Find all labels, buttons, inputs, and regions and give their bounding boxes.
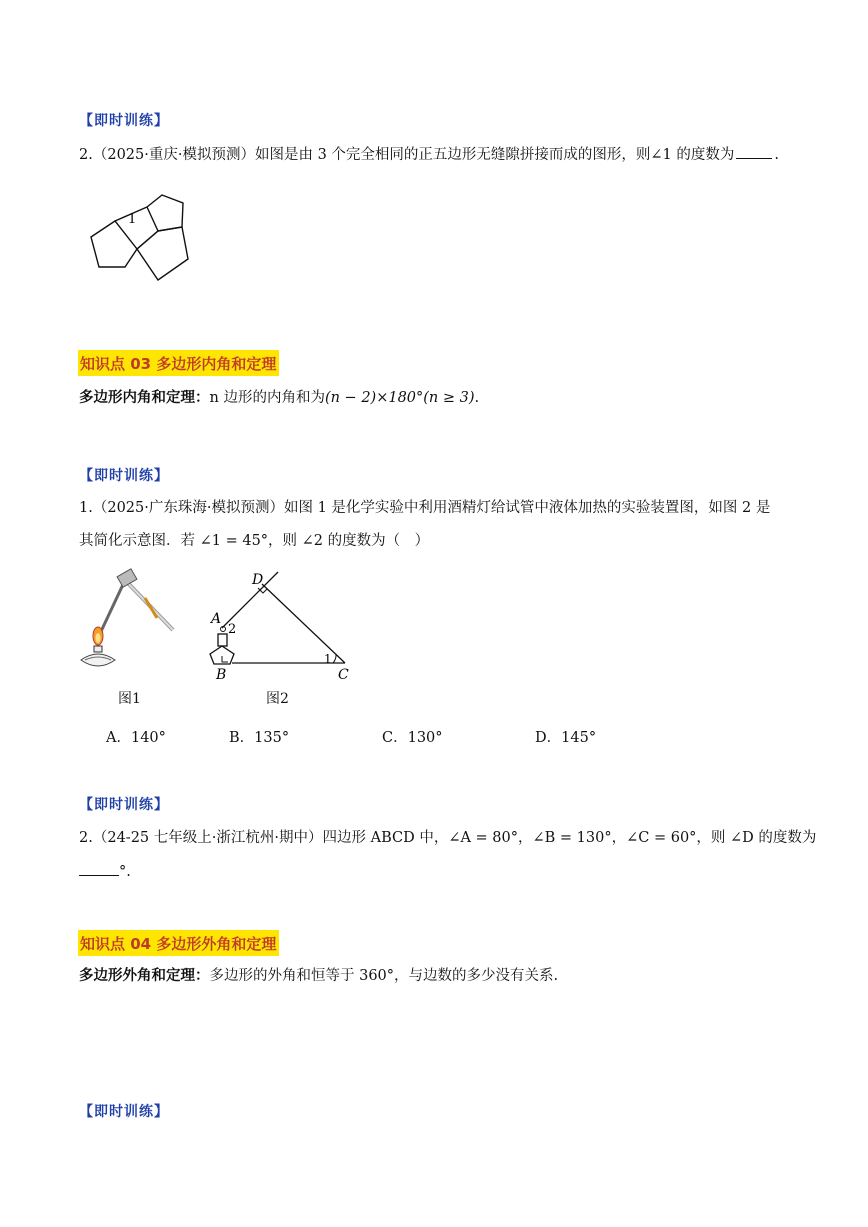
theorem-term: 多边形外角和定理： bbox=[79, 968, 210, 984]
practice-tag-1: 【即时训练】 bbox=[79, 113, 169, 129]
practice-tag-4: 【即时训练】 bbox=[79, 1104, 169, 1120]
question-text: 如图是由 3 个完全相同的正五边形无缝隙拼接而成的图形，则∠1 的度数为 bbox=[254, 147, 735, 163]
question-2-quadrilateral bbox=[79, 828, 816, 848]
line-DC bbox=[262, 584, 345, 663]
pentagon-left bbox=[91, 221, 137, 267]
label-A: A bbox=[211, 611, 222, 627]
exterior-angle-theorem bbox=[79, 966, 558, 986]
knowledge-point-03-title: 知识点 03 多边形内角和定理 bbox=[78, 350, 279, 376]
question-source: （24-25 七年级上·浙江杭州·期中） bbox=[92, 830, 323, 846]
angle-2-label: 2 bbox=[228, 622, 237, 637]
question-text: 四边形 ABCD 中，∠A = 80°，∠B = 130°，∠C = 60°，则 ∠D 的度数为 bbox=[322, 830, 817, 846]
simplified-diagram-figure bbox=[200, 566, 360, 686]
label-C: C bbox=[338, 667, 349, 683]
practice-tag-2: 【即时训练】 bbox=[79, 468, 169, 484]
interior-angle-theorem: 多边形内角和定理：n 边形的内角和为(n − 2)×180°(n ≥ 3). bbox=[79, 390, 480, 406]
lab-apparatus-figure bbox=[75, 568, 185, 678]
question-number: 2. bbox=[79, 830, 93, 846]
angle-1-label: 1 bbox=[324, 652, 332, 666]
practice-tag-3: 【即时训练】 bbox=[79, 797, 169, 813]
knowledge-point-04-title: 知识点 04 多边形外角和定理 bbox=[78, 930, 279, 956]
option-d[interactable]: D．145° bbox=[535, 730, 597, 746]
label-B: B bbox=[216, 667, 227, 683]
pentagon-top bbox=[147, 195, 183, 231]
question-2-line-2: °. bbox=[79, 861, 131, 882]
theorem-formula: (n − 2)×180°(n ≥ 3) bbox=[324, 390, 475, 406]
theorem-definition: 多边形的外角和恒等于 360°，与边数的多少没有关系. bbox=[209, 968, 559, 984]
question-1-line-2: 其简化示意图．若 ∠1 = 45°，则 ∠2 的度数为（ ） bbox=[79, 533, 430, 549]
theorem-definition: n 边形的内角和为 bbox=[209, 390, 325, 406]
answer-blank[interactable] bbox=[736, 144, 772, 159]
figure-2-caption: 图2 bbox=[266, 691, 289, 707]
question-source: （2025·重庆·模拟预测） bbox=[92, 147, 255, 163]
answer-blank[interactable] bbox=[79, 861, 119, 876]
three-pentagons-figure bbox=[85, 185, 195, 295]
line-AD bbox=[222, 572, 278, 628]
theorem-term: 多边形内角和定理： bbox=[79, 390, 210, 406]
question-1-line-1: 1.（2025·广东珠海·模拟预测）如图 1 是化学实验中利用酒精灯给试管中液体加热的实验装置图，如图 2 是 bbox=[79, 500, 771, 516]
option-a[interactable]: A．140° bbox=[106, 730, 166, 746]
question-2-pentagons: 2.（2025·重庆·模拟预测）如图是由 3 个完全相同的正五边形无缝隙拼接而成的图形，则∠1 的度数为 . bbox=[79, 144, 779, 165]
option-b[interactable]: B．135° bbox=[229, 730, 290, 746]
angle-1-label: 1 bbox=[128, 212, 137, 227]
question-source: （2025·广东珠海·模拟预测） bbox=[92, 500, 284, 516]
question-number: 2. bbox=[79, 147, 93, 163]
pentagon-right bbox=[137, 227, 188, 280]
option-c[interactable]: C．130° bbox=[382, 730, 443, 746]
figure-1-caption: 图1 bbox=[118, 691, 141, 707]
label-D: D bbox=[252, 572, 264, 588]
question-number: 1. bbox=[79, 500, 93, 516]
